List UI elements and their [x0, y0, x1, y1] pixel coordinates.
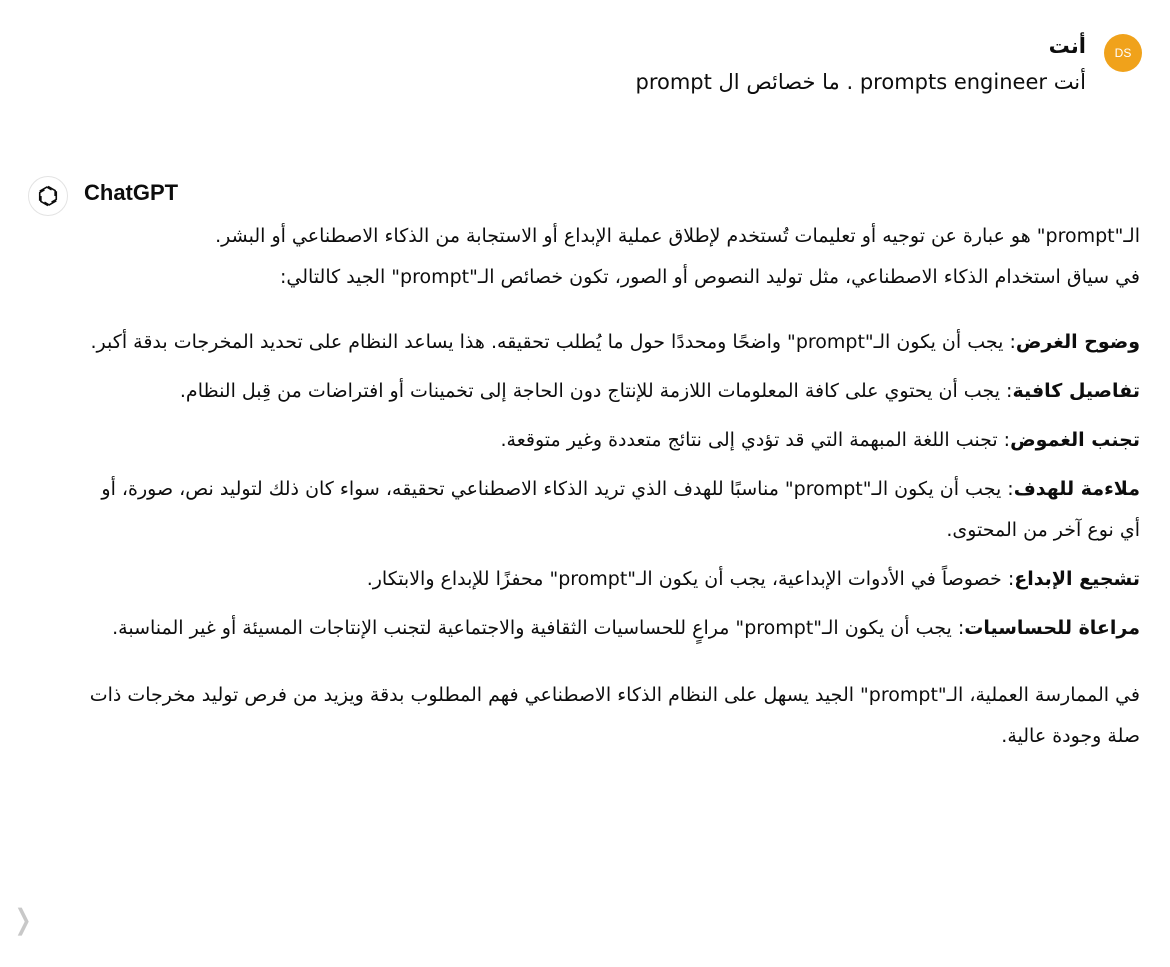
item-title: تشجيع الإبداع	[1014, 568, 1140, 590]
list-item	[84, 371, 1140, 412]
assistant-reply	[84, 216, 1140, 757]
reply-intro-line: في سياق استخدام الذكاء الاصطناعي، مثل توليد النصوص أو الصور، تكون خصائص الـ"prompt" الجيد كالتالي:	[280, 266, 1140, 288]
list-item	[84, 322, 1140, 363]
assistant-name: ChatGPT	[84, 180, 179, 205]
list-item	[84, 469, 1140, 551]
item-title: وضوح الغرض	[1015, 331, 1140, 353]
item-text: : تجنب اللغة المبهمة التي قد تؤدي إلى نتائج متعددة وغير متوقعة.	[500, 429, 1011, 451]
user-name: أنت	[1048, 34, 1086, 58]
list-item	[84, 420, 1140, 461]
reply-intro-line: الـ"prompt" هو عبارة عن توجيه أو تعليمات تُستخدم لإطلاق عملية الإبداع أو الاستجابة من الذكاء الاصطناعي أو البشر.	[215, 225, 1140, 247]
user-message-block	[0, 28, 1170, 118]
sidebar-toggle-chevron-icon[interactable]: ❭	[11, 902, 35, 936]
user-avatar[interactable]: DS	[1104, 34, 1142, 72]
list-item	[84, 608, 1140, 649]
reply-conclusion: في الممارسة العملية، الـ"prompt" الجيد يسهل على النظام الذكاء الاصطناعي فهم المطلوب بدقة ويزيد من فرص توليد مخرجات ذات صلة وجودة عالية.	[89, 684, 1140, 747]
item-title: تجنب الغموض	[1010, 429, 1140, 451]
item-text: : خصوصاً في الأدوات الإبداعية، يجب أن يكون الـ"prompt" محفزًا للإبداع والابتكار.	[366, 568, 1015, 590]
item-text: : يجب أن يكون الـ"prompt" مناسبًا للهدف الذي تريد الذكاء الاصطناعي تحقيقه، سواء كان ذلك لتوليد نص، صورة، أو أي نوع آخر من المحتوى.	[101, 478, 1140, 541]
user-message-text: أنت prompts engineer . ما خصائص ال prompt	[635, 70, 1086, 94]
item-text: : يجب أن يكون الـ"prompt" واضحًا ومحددًا حول ما يُطلب تحقيقه. هذا يساعد النظام على تحديد المخرجات بدقة أكبر.	[90, 331, 1016, 353]
item-title: تفاصيل كافية	[1012, 380, 1140, 402]
list-item	[84, 559, 1140, 600]
item-title: ملاءمة للهدف	[1013, 478, 1140, 500]
item-text: : يجب أن يحتوي على كافة المعلومات اللازمة للإنتاج دون الحاجة إلى تخمينات أو افتراضات من قِبل النظام.	[179, 380, 1013, 402]
openai-logo-icon	[28, 176, 68, 216]
item-text: : يجب أن يكون الـ"prompt" مراعٍ للحساسيات الثقافية والاجتماعية لتجنب الإنتاجات المسيئة أو غير المناسبة.	[112, 617, 965, 639]
item-title: مراعاة للحساسيات	[964, 617, 1140, 639]
